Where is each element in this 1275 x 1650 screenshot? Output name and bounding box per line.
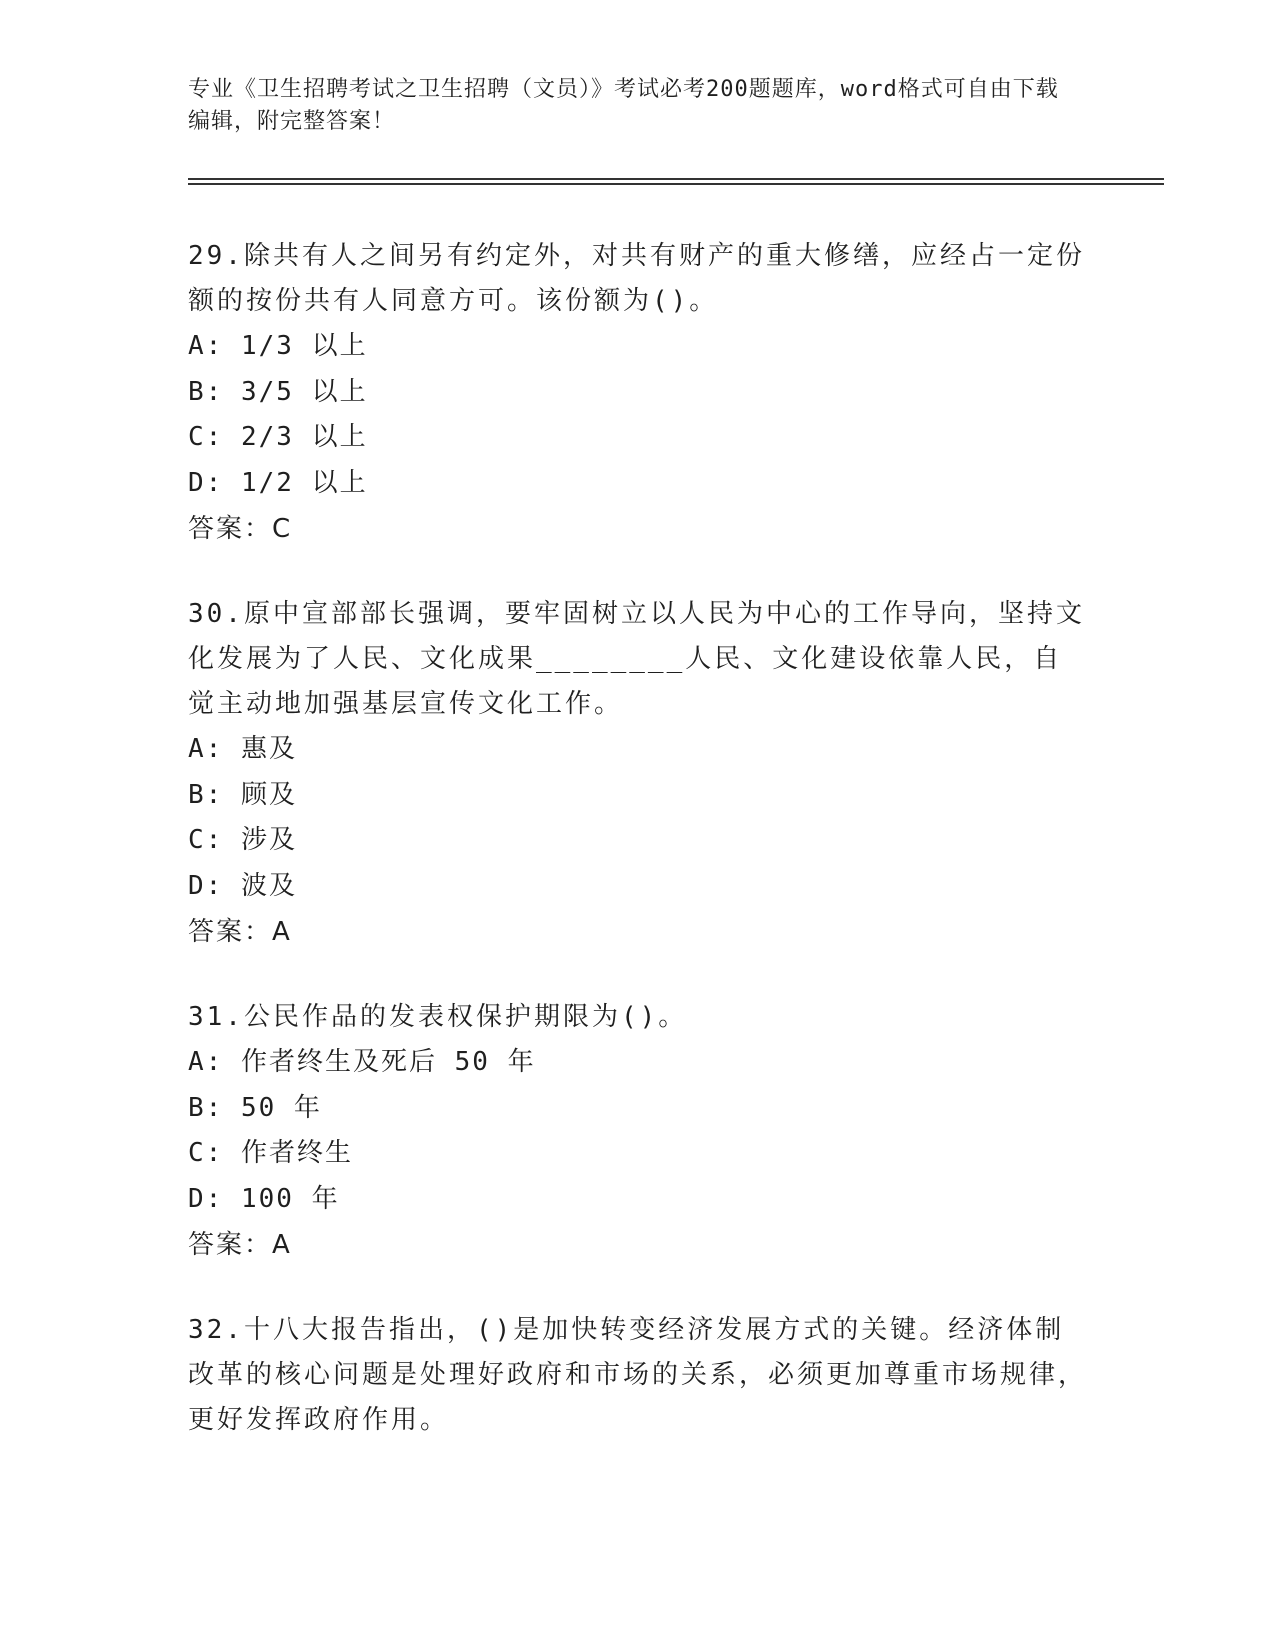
option-b: B: 50 年 — [188, 1092, 322, 1123]
answer: 答案：A — [188, 917, 292, 947]
option-c: C: 涉及 — [188, 825, 297, 855]
question-30 — [188, 592, 1088, 955]
question-stem: 32.十八大报告指出，()是加快转变经济发展方式的关键。经济体制改革的核心问题是处理好政府和市场的关系，必须更加尊重市场规律，更好发挥政府作用。 — [188, 1315, 1088, 1435]
option-a: A: 1/3 以上 — [188, 331, 368, 361]
option-b: B: 3/5 以上 — [188, 376, 368, 407]
question-31 — [188, 995, 1088, 1268]
answer: 答案：A — [188, 1230, 292, 1260]
question-stem: 30.原中宣部部长强调，要牢固树立以人民为中心的工作导向，坚持文化发展为了人民、文化成果________人民、文化建设依靠人民，自觉主动地加强基层宣传文化工作。 — [188, 599, 1085, 719]
question-stem: 31.公民作品的发表权保护期限为()。 — [188, 1002, 688, 1032]
option-d: D: 1/2 以上 — [188, 467, 368, 498]
option-d: D: 波及 — [188, 870, 297, 901]
question-32 — [188, 1308, 1088, 1443]
document-header: 专业《卫生招聘考试之卫生招聘（文员）》考试必考200题题库，word格式可自由下载编辑，附完整答案！ — [188, 77, 1059, 134]
option-b: B: 顾及 — [188, 779, 297, 810]
header-divider-bottom — [188, 183, 1164, 185]
option-a: A: 惠及 — [188, 734, 297, 764]
option-c: C: 2/3 以上 — [188, 422, 368, 452]
answer: 答案：C — [188, 514, 293, 544]
option-d: D: 100 年 — [188, 1183, 340, 1214]
option-a: A: 作者终生及死后 50 年 — [188, 1047, 536, 1077]
question-29 — [188, 234, 1088, 552]
header-divider-top — [188, 178, 1164, 180]
question-stem: 29.除共有人之间另有约定外，对共有财产的重大修缮，应经占一定份额的按份共有人同意方可。该份额为()。 — [188, 241, 1085, 316]
question-list — [188, 234, 1088, 1483]
option-c: C: 作者终生 — [188, 1138, 353, 1168]
